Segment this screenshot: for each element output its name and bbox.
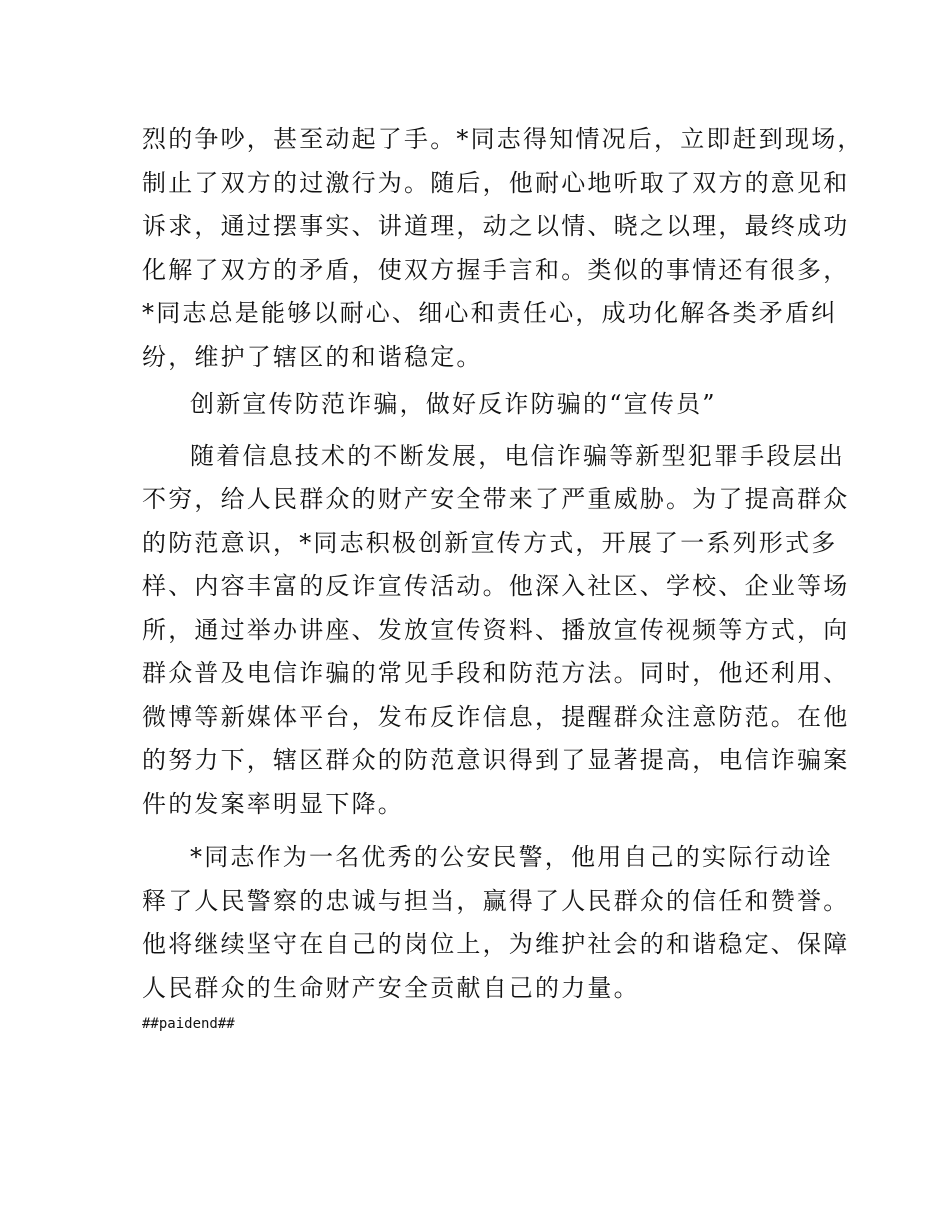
text-line: 人民群众的生命财产安全贡献自己的力量。 bbox=[142, 973, 640, 1002]
text-line: 所，通过举办讲座、发放宣传资料、播放宣传视频等方式，向 bbox=[142, 615, 850, 644]
text-line: 他将继续坚守在自己的岗位上，为维护社会的和谐稳定、保障 bbox=[142, 930, 850, 958]
text-line: 释了人民警察的忠诚与担当，赢得了人民群众的信任和赞誉。 bbox=[142, 886, 850, 915]
paragraph-mediation bbox=[142, 118, 864, 379]
text-line: 纷，维护了辖区的和谐稳定。 bbox=[142, 342, 483, 371]
text-line: 随着信息技术的不断发展，电信诈骗等新型犯罪手段层出 bbox=[190, 441, 845, 470]
document-page bbox=[142, 118, 864, 1034]
section-heading: 创新宣传防范诈骗，做好反诈防骗的“宣传员” bbox=[190, 390, 717, 418]
text-line: 不穷，给人民群众的财产安全带来了严重威胁。为了提高群众 bbox=[142, 485, 850, 513]
text-line: 制止了双方的过激行为。随后，他耐心地听取了双方的意见和 bbox=[142, 168, 850, 197]
text-line: 微博等新媒体平台，发布反诈信息，提醒群众注意防范。在他 bbox=[142, 702, 850, 731]
end-marker: ##paidend## bbox=[142, 1016, 235, 1032]
text-line: 的防范意识，*同志积极创新宣传方式，开展了一系列形式多 bbox=[142, 528, 838, 557]
text-line: 化解了双方的矛盾，使双方握手言和。类似的事情还有很多， bbox=[142, 255, 850, 284]
text-line: *同志作为一名优秀的公安民警，他用自己的实际行动诠 bbox=[190, 843, 833, 871]
text-line: 烈的争吵，甚至动起了手。*同志得知情况后，立即赶到现场， bbox=[142, 125, 864, 153]
text-line: 样、内容丰富的反诈宣传活动。他深入社区、学校、企业等场 bbox=[142, 572, 850, 600]
text-line: 件的发案率明显下降。 bbox=[142, 789, 404, 818]
text-line: 的努力下，辖区群众的防范意识得到了显著提高，电信诈骗案 bbox=[142, 746, 850, 774]
text-line: *同志总是能够以耐心、细心和责任心，成功化解各类矛盾纠 bbox=[142, 299, 838, 327]
paragraph-conclusion bbox=[142, 836, 850, 1010]
paragraph-anti-fraud bbox=[142, 435, 850, 827]
text-line: 诉求，通过摆事实、讲道理，动之以情、晓之以理，最终成功 bbox=[142, 212, 850, 240]
text-line: 群众普及电信诈骗的常见手段和防范方法。同时，他还利用、 bbox=[142, 659, 850, 687]
